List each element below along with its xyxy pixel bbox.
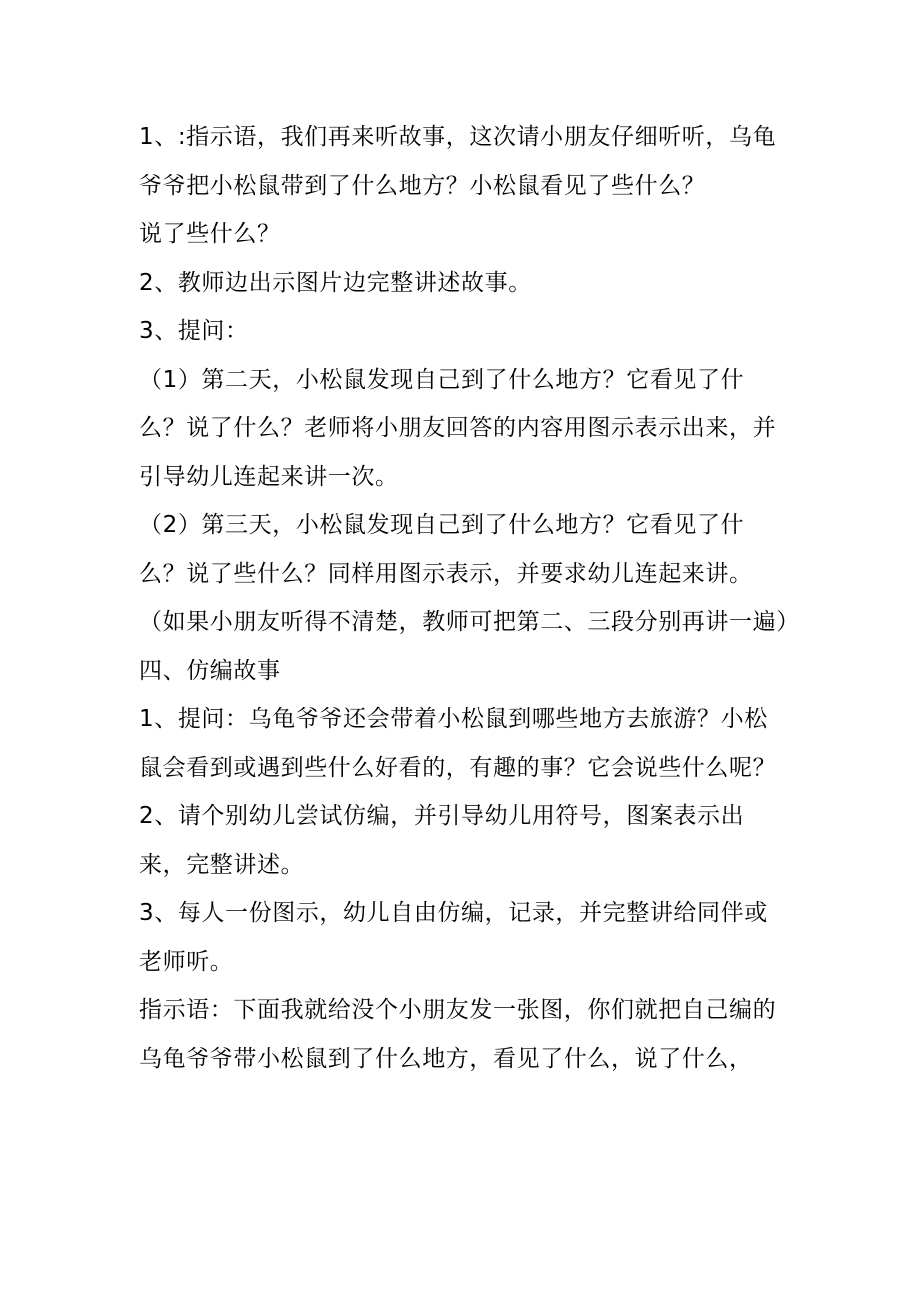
paragraph-instruction-intro-cont: 说了些什么？ [139,221,281,247]
paragraph-adapt-2: 2、请个别幼儿尝试仿编，并引导幼儿用符号，图案表示出来，完整讲述。 [139,803,745,878]
document-body [139,113,800,1083]
section-heading: 四、仿编故事 [139,657,281,684]
paragraph-instruction-final: 指示语：下面我就给没个小朋友发一张图，你们就把自己编的乌龟爷爷带小松鼠到了什么地方，看见了什么，说了什么， [139,997,777,1072]
paragraph-note: （如果小朋友听得不清楚，教师可把第二、三段分别再讲一遍） [139,609,800,635]
paragraph-step-3: 3、提问： [139,318,249,344]
paragraph-adapt-3: 3、每人一份图示，幼儿自由仿编，记录，并完整讲给同伴或老师听。 [139,900,768,975]
paragraph-adapt-1: 1、提问：乌龟爷爷还会带着小松鼠到哪些地方去旅游？小松鼠会看到或遇到些什么好看的，有趣的事？它会说些什么呢？ [139,706,777,781]
paragraph-question-2: （2）第三天，小松鼠发现自己到了什么地方？它看见了什么？说了些什么？同样用图示表示，并要求幼儿连起来讲。 [139,512,753,587]
paragraph-question-1: （1）第二天，小松鼠发现自己到了什么地方？它看见了什么？说了什么？老师将小朋友回答的内容用图示表示出来，并引导幼儿连起来讲一次。 [139,366,777,490]
paragraph-step-2: 2、教师边出示图片边完整讲述故事。 [139,269,532,296]
paragraph-instruction-intro: 1、:指示语，我们再来听故事，这次请小朋友仔细听听，乌龟爷爷把小松鼠带到了什么地方？小松鼠看见了些什么？ [139,124,777,199]
